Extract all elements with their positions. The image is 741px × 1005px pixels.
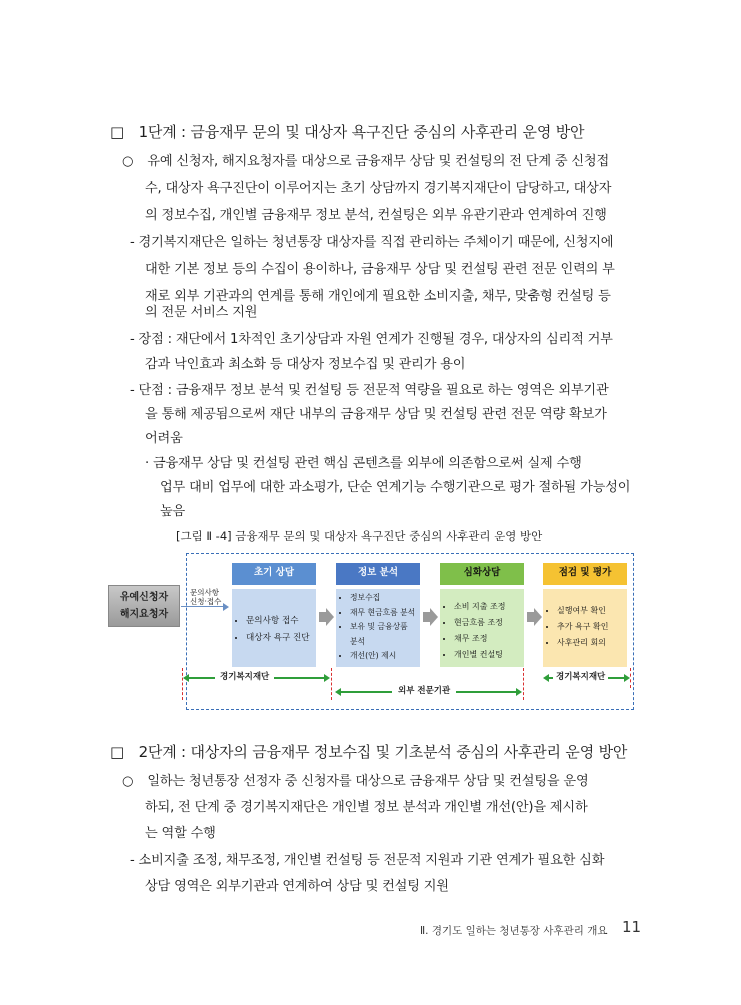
bottom-label-right: 경기복지재단 [553, 670, 608, 684]
applicant-arrow-head-icon [223, 603, 229, 611]
divider-red-3 [523, 668, 524, 700]
section1-dash2-line-0: - 장점 : 재단에서 1차적인 초기상담과 자원 연계가 진행될 경우, 대상자의 심리적 거부 [130, 332, 613, 347]
section1-dash1-line-1: 대한 기본 정보 등의 수집이 용이하나, 금융재무 상담 및 컨설팅 관련 전문 인력의 부 [145, 262, 615, 277]
section1-dash3-line-1: 을 통해 제공됨으로써 재단 내부의 금융재무 상담 및 컨설팅 관련 전문 역량 확보가 [145, 407, 607, 422]
applicant-box: 유예신청자 해지요청자 [108, 585, 180, 627]
section2-dash1-line-0: - 소비지출 조정, 채무조정, 개인별 컨설팅 등 전문적 지원과 기관 연계가 필요한 심화 [130, 853, 605, 868]
stage-1-box: • 문의사항 접수 • 대상자 욕구 진단 [232, 589, 316, 667]
stage-arrow-3-body [527, 612, 534, 622]
section1-dot-line-2: 높음 [160, 504, 186, 519]
arrow-label: 문의사항 신청·접수 [190, 588, 222, 606]
stage-3-title: 심화상담 [440, 563, 524, 585]
divider-red-4 [630, 668, 631, 688]
section1-heading-text: 1단계 : 금융재무 문의 및 대상자 욕구진단 중심의 사후관리 운영 방안 [138, 123, 585, 141]
section2-heading [110, 742, 627, 762]
applicant-arrow-line [181, 606, 223, 607]
section2-heading-text: 2단계 : 대상자의 금융재무 정보수집 및 기초분석 중심의 사후관리 운영 방안 [138, 743, 628, 761]
arrow-left-icon [183, 674, 189, 682]
stage-arrow-1-body [319, 612, 326, 622]
figure-caption: [그림 Ⅱ -4] 금융재무 문의 및 대상자 욕구진단 중심의 사후관리 운영 방안 [176, 529, 543, 543]
section1-dot-line-0: · 금융재무 상담 및 컨설팅 관련 핵심 콘텐츠를 외부에 의존함으로써 실제 수행 [145, 456, 582, 471]
section1-bullet-line-2: 의 정보수집, 개인별 금융재무 정보 분석, 컨설팅은 외부 유관기관과 연계하여 진행 [145, 208, 607, 223]
section1-bullet-line-1: 수, 대상자 욕구진단이 이루어지는 초기 상담까지 경기복지재단이 담당하고, 대상자 [145, 181, 612, 196]
arrow-left-icon [335, 688, 341, 696]
square-bullet-icon: □ [110, 123, 124, 141]
stage-arrow-3-icon [534, 608, 542, 626]
section1-dash3-line-2: 어려움 [145, 431, 183, 446]
stage-arrow-2-body [423, 612, 430, 622]
section1-dash1-line-2: 재로 외부 기관과의 연계를 통해 개인에게 필요한 소비지출, 채무, 맞춤형 컨설팅 등 [145, 289, 611, 304]
arrow-right-icon [516, 688, 522, 696]
section2-dash1-line-1: 상담 영역은 외부기관과 연계하여 상담 및 컨설팅 지원 [145, 879, 449, 894]
arrow-right-icon [624, 674, 630, 682]
arrow-left-icon [543, 674, 549, 682]
square-bullet-icon: □ [110, 743, 124, 761]
stage-2-box: • 정보수집 • 재무 현금흐름 분석 • 보유 및 금융상품 분석 • 개선(안) 제시 [336, 589, 420, 667]
section2-bullet-line-2: 는 역할 수행 [145, 826, 216, 841]
stage-4-box: • 실행여부 확인 • 추가 욕구 확인 • 사후관리 회의 [543, 589, 627, 667]
circle-bullet-icon: ○ [122, 774, 134, 789]
circle-bullet-icon: ○ [122, 154, 134, 169]
stage-arrow-1-icon [326, 608, 334, 626]
stage-arrow-2-icon [430, 608, 438, 626]
bottom-label-left: 경기복지재단 [215, 670, 274, 684]
arrow-right-icon [324, 674, 330, 682]
stage-3-box: • 소비 지출 조정 • 현금흐름 조정 • 채무 조정 • 개인별 컨설팅 [440, 589, 524, 667]
section2-bullet-line-1: 하되, 전 단계 중 경기복지재단은 개인별 정보 분석과 개인별 개선(안)을 제시하 [145, 800, 588, 815]
section1-heading [110, 122, 584, 142]
section1-bullet-line-0: ○ 유예 신청자, 해지요청자를 대상으로 금융재무 상담 및 컨설팅의 전 단계 중 신청접 [122, 152, 609, 172]
stage-1-title: 초기 상담 [232, 563, 316, 585]
stage-4-title: 점검 및 평가 [543, 563, 627, 585]
section1-dash2-line-1: 감과 낙인효과 최소화 등 대상자 정보수집 및 관리가 용이 [145, 357, 466, 372]
stage-2-title: 정보 분석 [336, 563, 420, 585]
page-number: 11 [622, 918, 642, 936]
divider-red-2 [331, 668, 332, 700]
section2-bullet-line-0: ○ 일하는 청년통장 선정자 중 신청자를 대상으로 금융재무 상담 및 컨설팅을 운영 [122, 772, 588, 792]
section1-dot-line-1: 업무 대비 업무에 대한 과소평가, 단순 연계기능 수행기관으로 평가 절하될 가능성이 [160, 480, 631, 495]
bottom-label-middle: 외부 전문기관 [392, 684, 456, 698]
divider-red-1 [182, 668, 183, 700]
section1-dash1-line-0: - 경기복지재단은 일하는 청년통장 대상자를 직접 관리하는 주체이기 때문에, 신청지에 [130, 235, 614, 250]
section1-dash1-line-3: 의 전문 서비스 지원 [145, 305, 258, 320]
footer-chapter: Ⅱ. 경기도 일하는 청년통장 사후관리 개요 [420, 925, 608, 937]
section1-dash3-line-0: - 단점 : 금융재무 정보 분석 및 컨설팅 등 전문적 역량을 필요로 하는 영역은 외부기관 [130, 383, 609, 398]
